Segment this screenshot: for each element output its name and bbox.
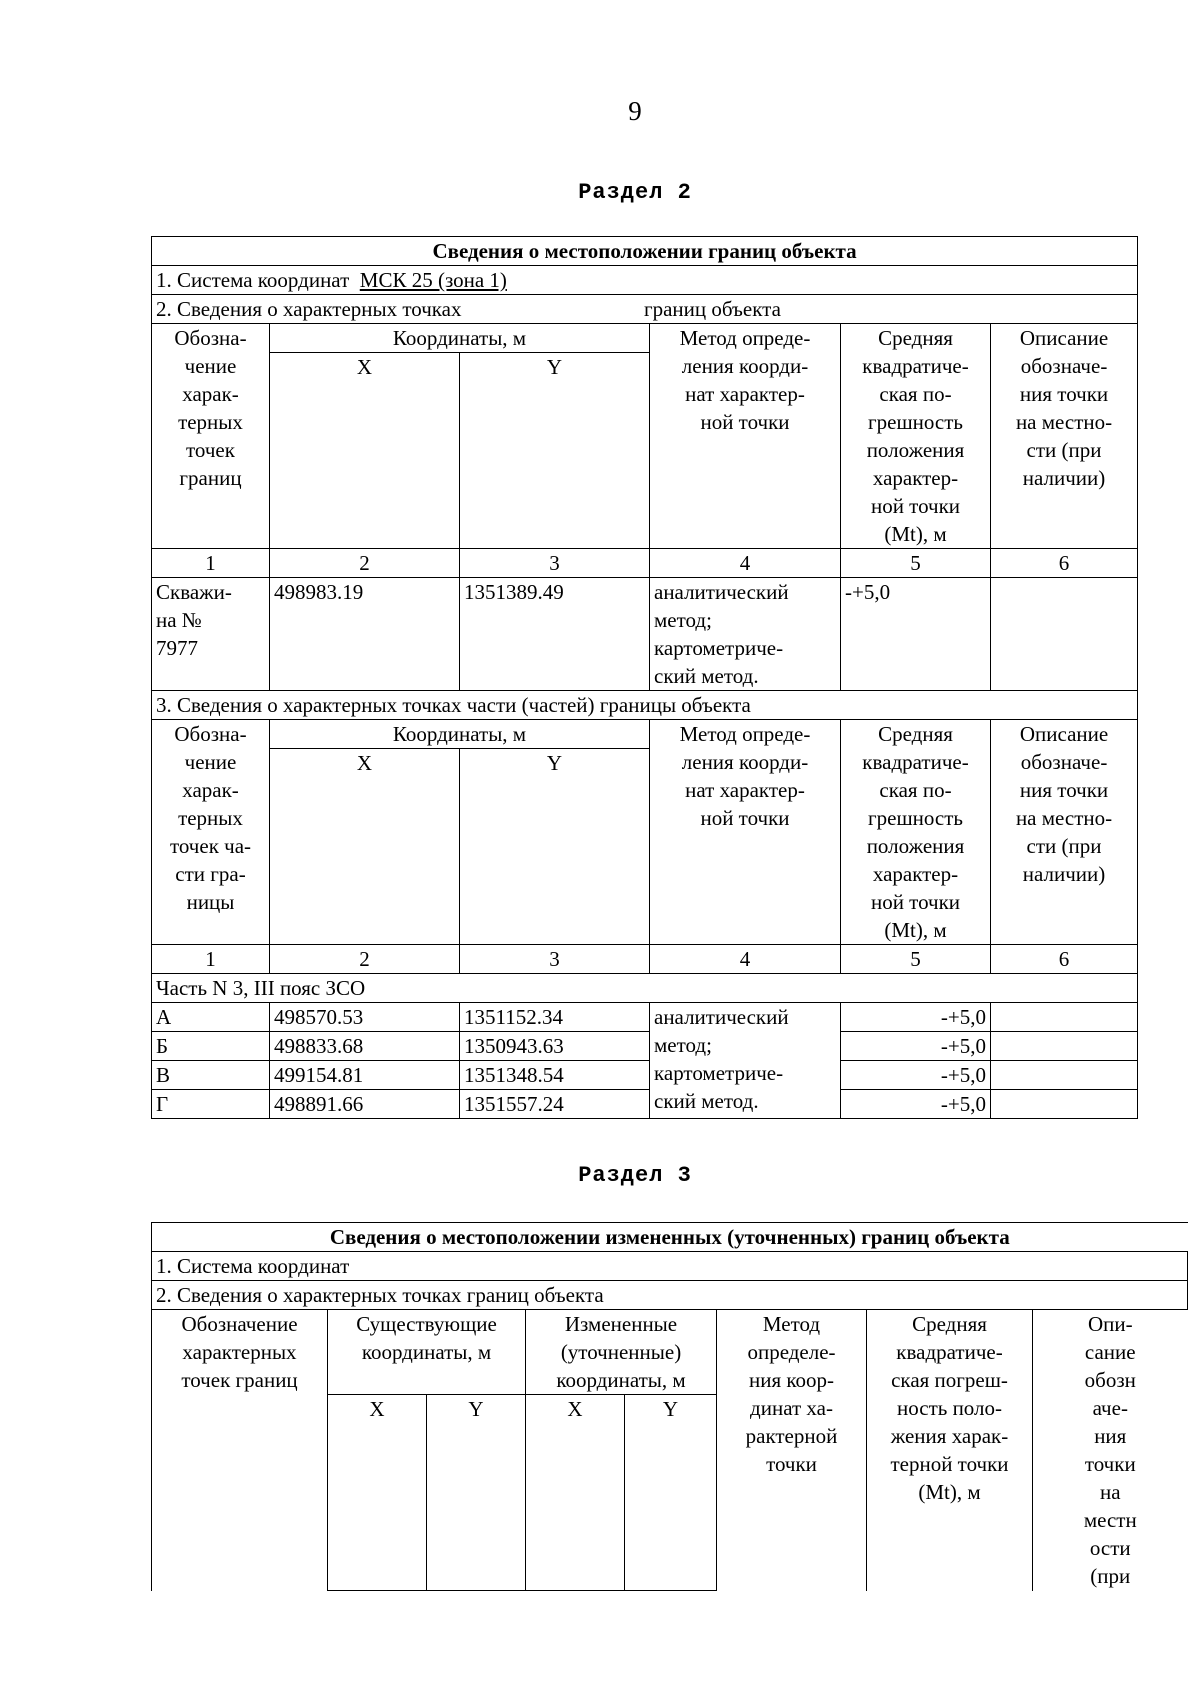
part-header-y: Y — [460, 749, 650, 945]
section-3-table — [151, 1222, 1188, 1591]
part-header-x: X — [270, 749, 460, 945]
part-point-description — [991, 1061, 1138, 1090]
column-number: 5 — [841, 549, 991, 578]
coord-system-value: МСК 25 (зона 1) — [359, 268, 507, 292]
points-label-row — [152, 295, 1138, 324]
header-method: Метод опреде- ления коорди- нат характер- ной точки — [650, 324, 841, 549]
table-row — [152, 1032, 1138, 1061]
part-point-description — [991, 1032, 1138, 1061]
part-header-coords: Координаты, м — [270, 720, 650, 749]
column-number: 6 — [991, 549, 1138, 578]
part-header-method: Метод опреде- ления коорди- нат характер- ной точки — [650, 720, 841, 945]
table-row — [152, 1003, 1138, 1032]
part-point-description — [991, 1003, 1138, 1032]
section-3-title: Сведения о местоположении измененных (уточненных) границ объекта — [152, 1223, 1188, 1252]
header-error: Средняя квадратиче- ская по- грешность положения характер- ной точки (Mt), м — [841, 324, 991, 549]
s3-header-changed: Измененные (уточненные) координаты, м — [526, 1310, 717, 1395]
part-point-x: 498833.68 — [270, 1032, 460, 1061]
s3-header-method: Метод определе- ния коор- динат ха- рактерной точки — [717, 1310, 867, 1591]
part-label-row: 3. Сведения о характерных точках части (частей) границы объекта — [152, 691, 1138, 720]
s3-header-error: Средняя квадратиче- ская погреш- ность поло- жения харак- терной точки (Mt), м — [867, 1310, 1033, 1591]
section-2-table — [151, 236, 1138, 1119]
point-name: Скважи- на № 7977 — [152, 578, 270, 691]
section-2-title: Сведения о местоположении границ объекта — [152, 237, 1138, 266]
part-point-x: 498570.53 — [270, 1003, 460, 1032]
part-header-description: Описание обозначе- ния точки на местно- сти (при наличии) — [991, 720, 1138, 945]
header-designation: Обозна- чение харак- терных точек границ — [152, 324, 270, 549]
page-number: 9 — [628, 96, 642, 126]
s3-header-existing-y: Y — [427, 1395, 526, 1591]
part-point-error: -+5,0 — [841, 1032, 991, 1061]
points-label-a: 2. Сведения о характерных точках — [156, 297, 462, 321]
part-method: аналитический метод; картометриче- ский метод. — [650, 1003, 841, 1119]
part-point-x: 499154.81 — [270, 1061, 460, 1090]
column-number: 3 — [460, 945, 650, 974]
header-description: Описание обозначе- ния точки на местно- сти (при наличии) — [991, 324, 1138, 549]
part-point-error: -+5,0 — [841, 1003, 991, 1032]
column-number: 6 — [991, 945, 1138, 974]
part-point-y: 1351152.34 — [460, 1003, 650, 1032]
part-point-name: Б — [152, 1032, 270, 1061]
column-number: 2 — [270, 549, 460, 578]
table-row — [152, 578, 1138, 691]
section-3-heading: Раздел 3 — [578, 1163, 692, 1188]
column-numbers-row — [152, 549, 1138, 578]
s3-header-existing: Существующие координаты, м — [328, 1310, 526, 1395]
s3-header-existing-x: X — [328, 1395, 427, 1591]
s3-header-changed-x: X — [526, 1395, 625, 1591]
part-name-row: Часть N 3, III пояс ЗСО — [152, 974, 1138, 1003]
point-y: 1351389.49 — [460, 578, 650, 691]
section-2-heading: Раздел 2 — [578, 180, 692, 205]
s3-header-designation: Обозначение характерных точек границ — [152, 1310, 328, 1591]
column-number: 4 — [650, 945, 841, 974]
column-number: 5 — [841, 945, 991, 974]
part-header-error: Средняя квадратиче- ская по- грешность положения характер- ной точки (Mt), м — [841, 720, 991, 945]
part-column-numbers-row — [152, 945, 1138, 974]
part-point-name: А — [152, 1003, 270, 1032]
point-method: аналитический метод; картометриче- ский метод. — [650, 578, 841, 691]
column-number: 1 — [152, 945, 270, 974]
part-point-y: 1351557.24 — [460, 1090, 650, 1119]
coord-system-row — [152, 266, 1138, 295]
s3-header-changed-y: Y — [625, 1395, 717, 1591]
point-x: 498983.19 — [270, 578, 460, 691]
header-y: Y — [460, 353, 650, 549]
column-number: 1 — [152, 549, 270, 578]
header-x: X — [270, 353, 460, 549]
points-label-b: границ объекта — [644, 297, 781, 321]
part-header-designation: Обозна- чение харак- терных точек ча- сти гра- ницы — [152, 720, 270, 945]
s3-points-label-row: 2. Сведения о характерных точках границ объекта — [152, 1281, 1188, 1310]
point-error: -+5,0 — [841, 578, 991, 691]
part-point-error: -+5,0 — [841, 1061, 991, 1090]
coord-system-label: 1. Система координат — [156, 268, 350, 292]
column-number: 4 — [650, 549, 841, 578]
part-point-x: 498891.66 — [270, 1090, 460, 1119]
column-number: 2 — [270, 945, 460, 974]
s3-coord-system-row: 1. Система координат — [152, 1252, 1188, 1281]
part-point-y: 1351348.54 — [460, 1061, 650, 1090]
s3-header-description: Опи- сание обозн аче- ния точки на местн ости (при — [1033, 1310, 1188, 1591]
table-row — [152, 1090, 1138, 1119]
point-description — [991, 578, 1138, 691]
column-number: 3 — [460, 549, 650, 578]
part-point-name: В — [152, 1061, 270, 1090]
part-point-description — [991, 1090, 1138, 1119]
header-coords: Координаты, м — [270, 324, 650, 353]
part-point-error: -+5,0 — [841, 1090, 991, 1119]
part-point-name: Г — [152, 1090, 270, 1119]
part-point-y: 1350943.63 — [460, 1032, 650, 1061]
table-row — [152, 1061, 1138, 1090]
